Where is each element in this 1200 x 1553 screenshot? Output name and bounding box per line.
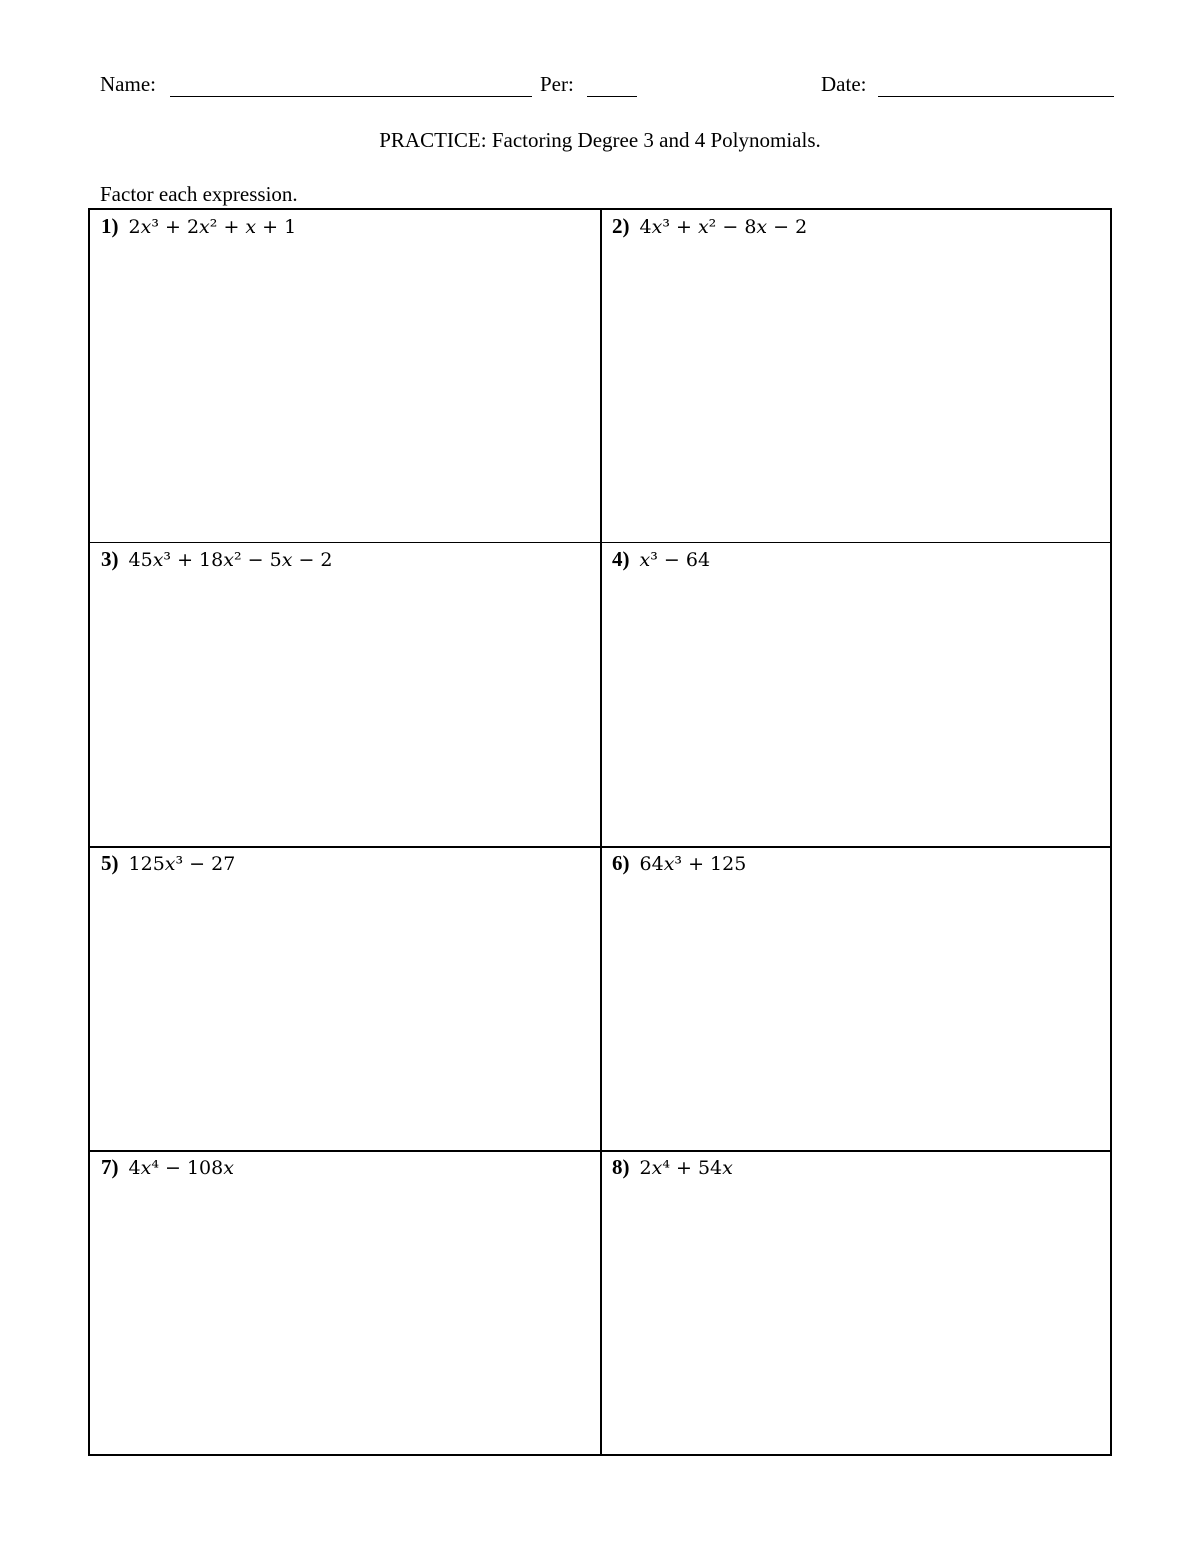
problem-grid — [88, 208, 1112, 1456]
problem-number: 2) — [612, 214, 630, 238]
date-label: Date: — [821, 72, 867, 96]
student-info-line — [100, 72, 1115, 102]
problem-8 — [612, 1155, 733, 1180]
period-blank[interactable] — [587, 96, 637, 97]
problem-cell-3[interactable] — [90, 543, 601, 847]
problem-7 — [101, 1155, 234, 1180]
problem-cell-7[interactable] — [90, 1151, 601, 1453]
problem-6 — [612, 851, 746, 876]
problem-cell-5[interactable] — [90, 847, 601, 1151]
problem-expression: 45x³ + 18x² − 5x − 2 — [128, 549, 333, 571]
problem-number: 1) — [101, 214, 119, 238]
date-blank[interactable] — [878, 96, 1114, 97]
problem-expression: 4x³ + x² − 8x − 2 — [639, 216, 808, 238]
problem-expression: 2x³ + 2x² + x + 1 — [128, 216, 297, 238]
instructions: Factor each expression. — [100, 182, 298, 206]
problem-1 — [101, 214, 296, 239]
problem-number: 6) — [612, 851, 630, 875]
problem-cell-4[interactable] — [601, 543, 1112, 847]
period-label: Per: — [540, 72, 574, 96]
problem-3 — [101, 547, 333, 572]
problem-expression: 4x⁴ − 108x — [128, 1157, 234, 1179]
problem-expression: 2x⁴ + 54x — [639, 1157, 733, 1179]
problem-cell-8[interactable] — [601, 1151, 1112, 1453]
problem-cell-1[interactable] — [90, 210, 601, 543]
problem-cell-6[interactable] — [601, 847, 1112, 1151]
problem-cell-2[interactable] — [601, 210, 1112, 543]
problem-2 — [612, 214, 807, 239]
problem-expression: 64x³ + 125 — [639, 853, 747, 875]
problem-5 — [101, 851, 235, 876]
name-blank[interactable] — [170, 96, 532, 97]
worksheet-title: PRACTICE: Factoring Degree 3 and 4 Polynomials. — [379, 128, 821, 152]
name-label: Name: — [100, 72, 156, 96]
problem-4 — [612, 547, 710, 572]
problem-expression: x³ − 64 — [639, 549, 711, 571]
problem-number: 3) — [101, 547, 119, 571]
problem-number: 7) — [101, 1155, 119, 1179]
problem-number: 5) — [101, 851, 119, 875]
problem-expression: 125x³ − 27 — [128, 853, 236, 875]
problem-number: 4) — [612, 547, 630, 571]
problem-number: 8) — [612, 1155, 630, 1179]
